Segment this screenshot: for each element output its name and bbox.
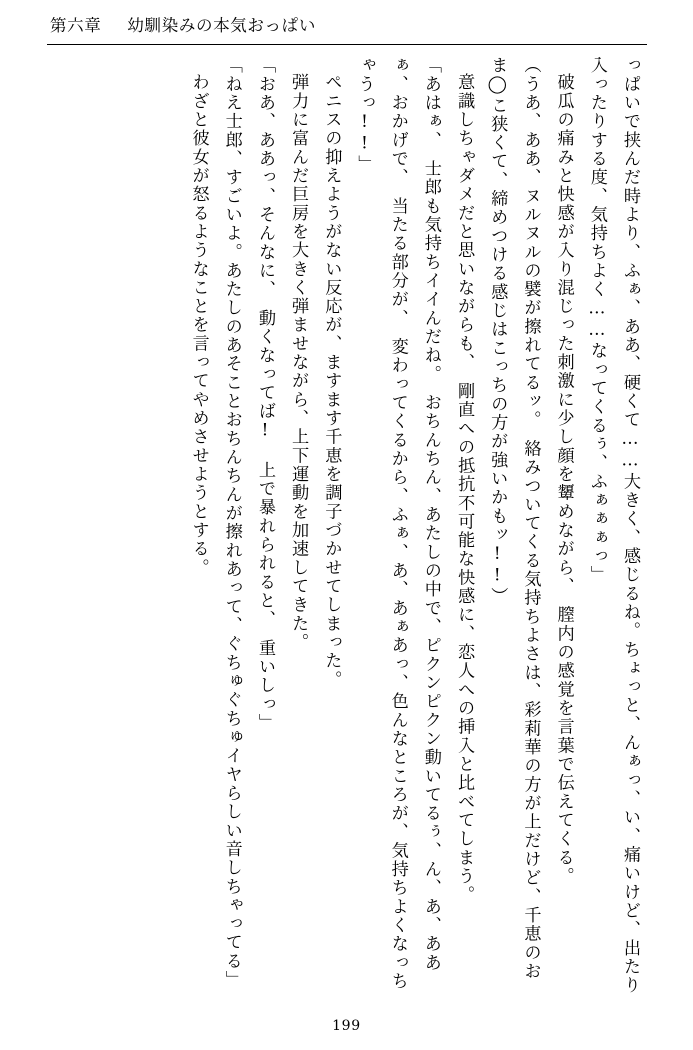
body-text-block — [46, 56, 646, 996]
page-number: 199 — [332, 1018, 361, 1034]
paragraph: 弾力に富んだ巨房を大きく弾ませながら、上下運動を加速してきた。 — [288, 73, 309, 652]
paragraph: 意識しちゃダメだと思いながらも、 剛直への抵抗不可能な快感に、恋人への挿入と比べてしまう。 — [454, 73, 475, 905]
paragraph: 破瓜の痛みと快感が入り混じった刺激に少し顔を顰めながら、 膣内の感覚を言葉で伝えてくる。 — [553, 73, 574, 886]
chapter-number: 第六章 — [50, 16, 102, 35]
paragraph: っぱいで挟んだ時より、ふぁ、ああ、硬くて……大きく、感じるね。ちょっと、んぁっ、い、痛いけど、出たり入ったりする度、気持ちよく……なってくるぅ、ふぁぁぁっ」 — [586, 56, 640, 995]
chapter-title: 幼馴染みの本気おっぱい — [127, 16, 316, 35]
paragraph: 「ねえ士郎、すごいよ。あたしのあそことおちんちんが擦れあって、ぐちゅぐちゅイヤらしい音しちゃってる」 — [221, 56, 242, 990]
paragraph: 「あはぁ、 士郎も気持ちイイんだね。 おちんちん、あたしの中で、ピクンピクン動いてるぅ、ん、あ、ああぁ、おかげで、 当たる部分が、 変わってくるから、ふぁ、あ、あぁあっ、色んなところが、気持ちよくなっちゃうっ!!」 — [354, 56, 441, 991]
paragraph: ペニスの抑えようがない反応が、ますます千恵を調子づかせてしまった。 — [321, 73, 342, 690]
paragraph: （うあ、ああ、ヌルヌルの襞が擦れてるッ。 絡みついてくる気持ちよさは、彩莉華の方が上だけど、千恵のおま◯こ狭くて、締めつける感じはこっちの方が強いかもッ!!） — [487, 56, 541, 981]
paragraph: わざと彼女が怒るようなことを言ってやめさせようとする。 — [188, 73, 209, 578]
page-header — [0, 12, 693, 48]
header-inner — [50, 12, 316, 36]
header-rule — [47, 44, 647, 45]
paragraph: 「おあ、ああっ、そんなに、 動くなってば! 上で暴れられると、 重いしっ」 — [254, 56, 275, 733]
